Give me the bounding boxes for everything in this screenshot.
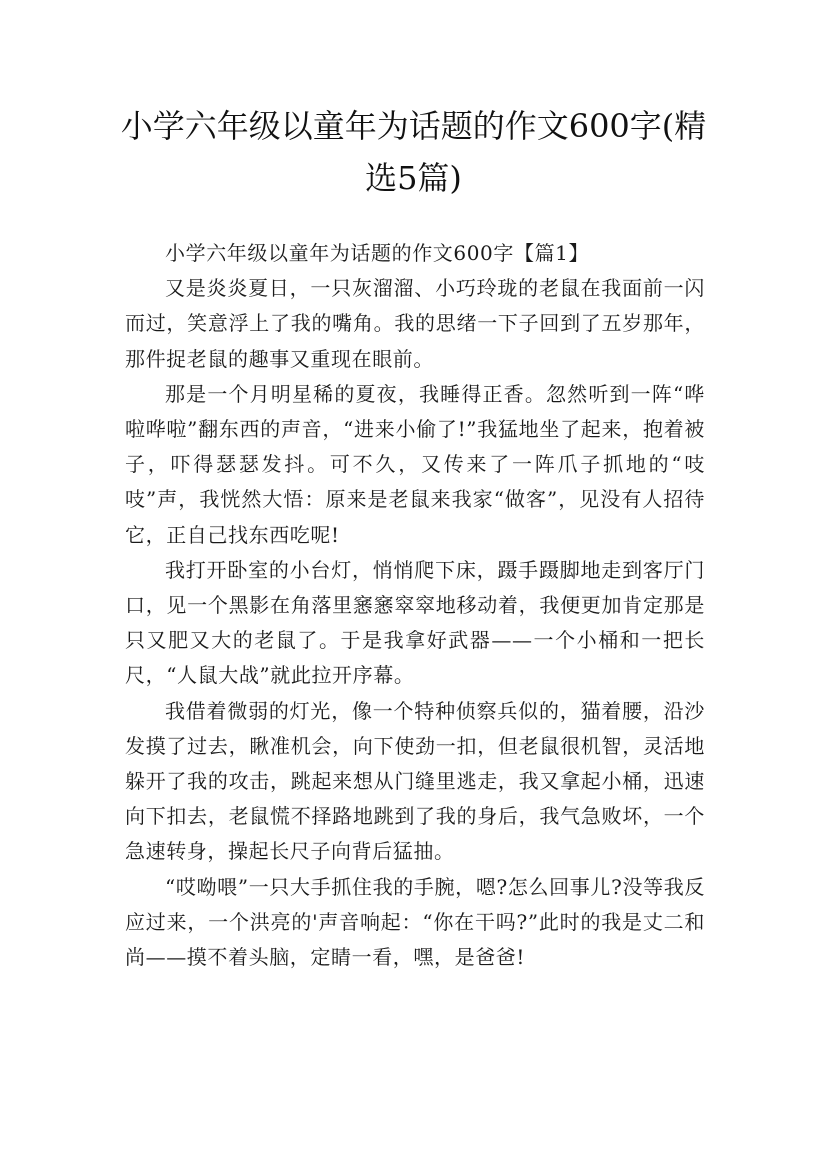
paragraph-3: 我打开卧室的小台灯，悄悄爬下床，蹑手蹑脚地走到客厅门口，见一个黑影在角落里窸窸窣窣地移动着，我便更加肯定那是只又肥又大的老鼠了。于是我拿好武器——一个小桶和一把长尺，“人鼠大战”就此拉开序幕。 xyxy=(125,557,705,688)
section-heading: 小学六年级以童年为话题的作文600字【篇1】 xyxy=(165,241,590,265)
paragraph-4: 我借着微弱的灯光，像一个特种侦察兵似的，猫着腰，沿沙发摸了过去，瞅准机会，向下使劲一扣，但老鼠很机智，灵活地躲开了我的攻击，跳起来想从门缝里逃走，我又拿起小桶，迅速向下扣去，老鼠慌不择路地跳到了我的身后，我气急败坏，一个急速转身，操起长尺子向背后猛抽。 xyxy=(125,698,705,864)
document-title: 小学六年级以童年为话题的作文600字(精选5篇) xyxy=(120,107,707,197)
document-body xyxy=(125,236,705,975)
paragraph-2: 那是一个月明星稀的夏夜，我睡得正香。忽然听到一阵“哗啦哗啦”翻东西的声音，“进来小偷了!”我猛地坐了起来，抱着被子，吓得瑟瑟发抖。可不久，又传来了一阵爪子抓地的“吱吱”声，我恍然大悟：原来是老鼠来我家“做客”，见没有人招待它，正自己找东西吃呢! xyxy=(125,381,705,547)
paragraph-5: “哎呦喂”一只大手抓住我的手腕，嗯?怎么回事儿?没等我反应过来，一个洪亮的'声音响起：“你在干吗?”此时的我是丈二和尚——摸不着头脑，定睛一看，嘿，是爸爸! xyxy=(125,874,705,970)
paragraph-1: 又是炎炎夏日，一只灰溜溜、小巧玲珑的老鼠在我面前一闪而过，笑意浮上了我的嘴角。我的思绪一下子回到了五岁那年，那件捉老鼠的趣事又重现在眼前。 xyxy=(125,276,705,371)
